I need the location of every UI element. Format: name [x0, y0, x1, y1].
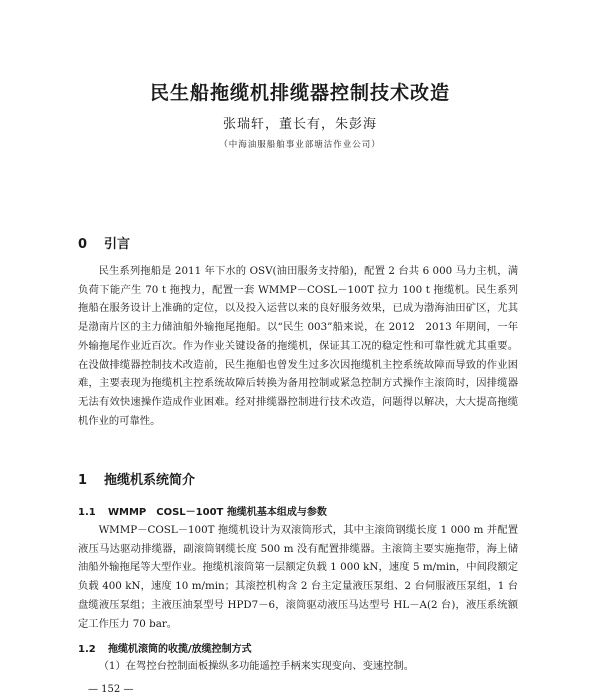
article-title: 民生船拖缆机排缆器控制技术改造 [149, 82, 450, 104]
affiliation: （中海油服船舶事业部塘沽作业公司） [219, 140, 381, 150]
subsection-title: WMMP COSL－100T 拖缆机基本组成与参数 [108, 507, 327, 518]
section-title: 拖缆机系统简介 [104, 473, 196, 488]
subsection-heading-1-2 [78, 640, 252, 655]
paragraph-control: （1）在驾控台控制面板操纵多功能遥控手柄来实现变向、变速控制。 [98, 660, 415, 672]
page-number: — 152 — [88, 684, 134, 695]
subsection-heading-1-1 [78, 503, 327, 518]
section-title: 引言 [104, 237, 131, 252]
paragraph-intro: 民生系列拖船是 2011 年下水的 OSV(油田服务支持船)，配置 2 台共 6 000 马力主机，满负荷下能产生 70 t 拖拽力，配置一套 WMMP－COSL－100T 拉力 100 t 拖缆机。民生系列拖船在服务设计上准确的定位，以及投入运营以来的良好服务效果，已成为渤海油田矿区，尤其是渤南片区的主力储油船外输拖尾拖船。以“民生 003”船来说，在 2012 2013 年期间，一年外输拖尾作业近百次。作为作业关键设备的拖缆机，保证其工况的稳定性和可靠性就尤其重要。在没做排缆器控制技术改造前，民生拖船也曾发生过多次因拖缆机主控系统故障而导致的作业困难，主要表现为拖缆机主控系统故障后转换为备用控制或紧急控制方式操作主滚筒时，因排缆器无法有效快速操作造成作业困难。经对排缆器控制进行技术改造，问题得以解决，大大提高拖缆机作业的可靠性。 [78, 265, 518, 427]
subsection-number: 1.1 [78, 507, 96, 518]
subsection-number: 1.2 [78, 644, 96, 655]
section-heading-system [78, 469, 195, 488]
section-number: 0 [78, 237, 88, 252]
section-heading-intro [78, 233, 130, 252]
paragraph-system: WMMP－COSL－100T 拖缆机设计为双滚筒形式，其中主滚筒钢缆长度 1 000 m 并配置液压马达驱动排缆器，副滚筒钢缆长度 500 m 没有配置排缆器。主滚筒主要实施拖带，海上储油船外输拖尾等大型作业。拖缆机滚筒第一层额定负载 1 000 kN，速度 5 m/min，中间段额定负载 400 kN，速度 10 m/min；其滚控机构含 2 台主定量液压泵组、2 台伺服液压泵组，1 台盘缆液压泵组；主液压油泵型号 HPD7－6，滚筒驱动液压马达型号 HL－A(2 台)，液压系统额定工作压力 70 bar。 [78, 524, 518, 630]
section-number: 1 [78, 473, 88, 488]
subsection-title: 拖缆机滚筒的收揽/放缆控制方式 [108, 644, 252, 655]
authors: 张瑞轩，董长有，朱彭海 [222, 117, 377, 132]
